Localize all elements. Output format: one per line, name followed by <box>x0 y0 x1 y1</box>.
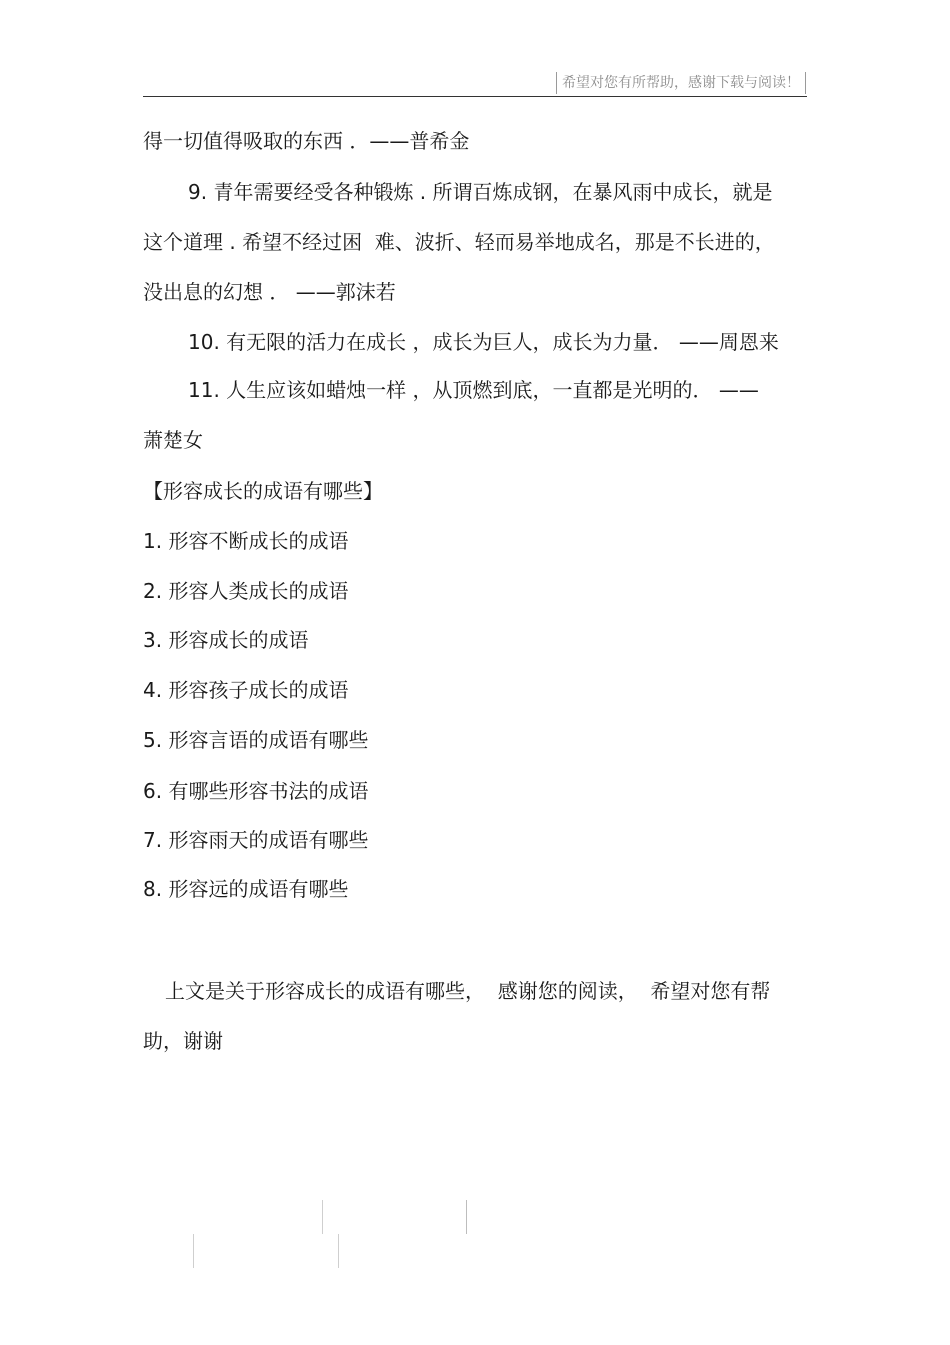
section-heading: 【形容成长的成语有哪些】 <box>143 479 383 503</box>
header-note <box>556 70 806 96</box>
decorative-divider <box>338 1234 339 1268</box>
quote-9-line-2: 这个道理 . 希望不经过困 难、波折、轻而易举地成名，那是不长进的， <box>143 230 775 254</box>
idiom-link-2[interactable]: 2. 形容人类成长的成语 <box>143 579 349 603</box>
header-note-left-bar <box>556 72 557 94</box>
idiom-link-5[interactable]: 5. 形容言语的成语有哪些 <box>143 728 369 752</box>
decorative-divider <box>193 1234 194 1268</box>
idiom-link-8[interactable]: 8. 形容远的成语有哪些 <box>143 877 349 901</box>
quote-9-line-3: 没出息的幻想 ． ——郭沫若 <box>143 280 396 304</box>
idiom-link-7[interactable]: 7. 形容雨天的成语有哪些 <box>143 828 369 852</box>
idiom-link-1[interactable]: 1. 形容不断成长的成语 <box>143 529 349 553</box>
quote-10: 10. 有无限的活力在成长 ，成长为巨人，成长为力量． ——周恩来 <box>188 330 779 354</box>
quote-11-line-1: 11. 人生应该如蜡烛一样 ，从顶燃到底，一直都是光明的． —— <box>188 378 759 402</box>
idiom-link-4[interactable]: 4. 形容孩子成长的成语 <box>143 678 349 702</box>
decorative-divider <box>466 1200 467 1234</box>
quote-9-line-1: 9. 青年需要经受各种锻炼 . 所谓百炼成钢，在暴风雨中成长，就是 <box>188 180 773 204</box>
idiom-link-3[interactable]: 3. 形容成长的成语 <box>143 628 309 652</box>
closing-line-1: 上文是关于形容成长的成语有哪些， 感谢您的阅读， 希望对您有帮 <box>165 979 771 1003</box>
header-rule <box>143 96 807 97</box>
decorative-divider <box>322 1200 323 1234</box>
header-note-text: 希望对您有所帮助，感谢下载与阅读！ <box>562 75 800 91</box>
header-note-right-bar <box>805 72 806 94</box>
closing-line-2: 助，谢谢 <box>143 1029 223 1053</box>
quote-8-continuation: 得一切值得吸取的东西 ．——普希金 <box>143 129 470 153</box>
quote-11-line-2: 萧楚女 <box>143 428 203 452</box>
idiom-link-6[interactable]: 6. 有哪些形容书法的成语 <box>143 779 369 803</box>
